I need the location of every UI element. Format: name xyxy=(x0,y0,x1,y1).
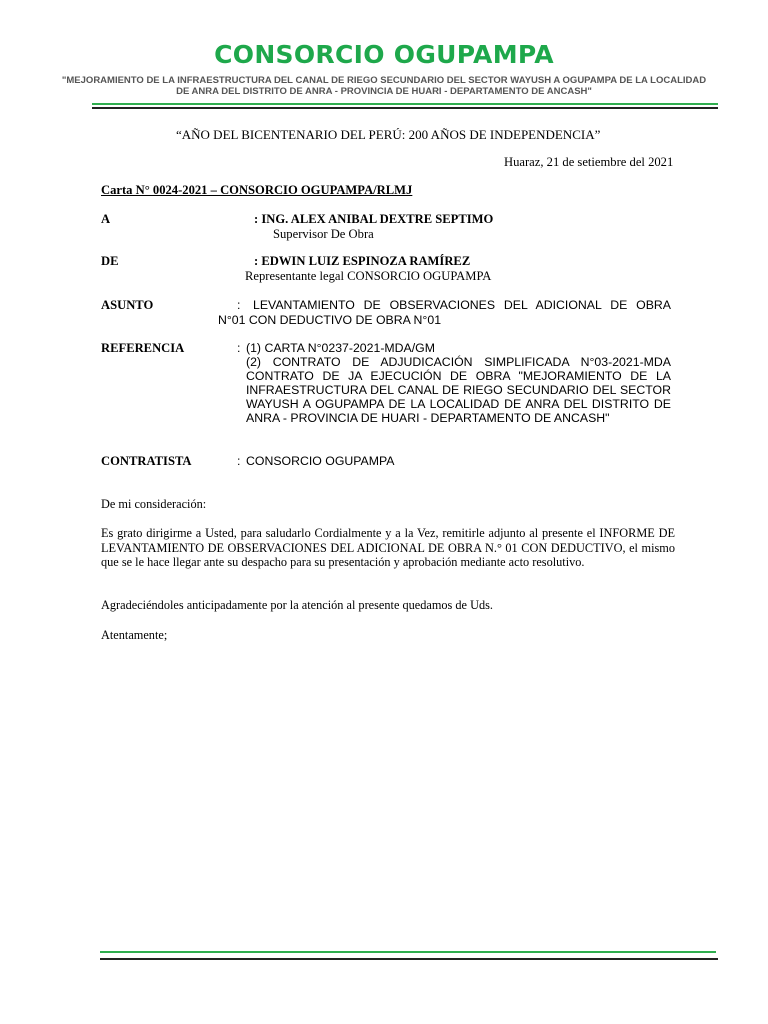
project-title xyxy=(60,75,708,97)
field-de-label: DE xyxy=(101,254,119,268)
field-contratista-colon: : xyxy=(237,454,241,468)
field-a-role: Supervisor De Obra xyxy=(273,227,374,241)
field-referencia-item-1: (1) CARTA N°0237-2021-MDA/GM xyxy=(246,341,435,355)
field-a-label: A xyxy=(101,212,111,226)
field-de-role: Representante legal CONSORCIO OGUPAMPA xyxy=(245,269,492,283)
field-asunto-label: ASUNTO xyxy=(101,298,154,312)
project-title-line-2: DE ANRA DEL DISTRITO DE ANRA - PROVINCIA DE HUARI - DEPARTAMENTO DE ANCASH" xyxy=(176,86,592,97)
year-motto: “AÑO DEL BICENTENARIO DEL PERÚ: 200 AÑOS DE INDEPENDENCIA” xyxy=(176,127,601,142)
header-black-rule xyxy=(92,107,718,109)
company-name: CONSORCIO OGUPAMPA xyxy=(214,40,554,69)
footer-black-rule xyxy=(100,958,718,960)
body-paragraph: Es grato dirigirme a Usted, para saludarlo Cordialmente y a la Vez, remitirle adjunto al presente el INFORME DE LEVANTAMIENTO DE OBSERVACIONES DEL ADICIONAL DE OBRA N.° 01 CON DEDUCTIVO, el mismo que se le hace llegar ante su despacho para su presentación y aprobación mediante acto resolutivo. xyxy=(101,526,675,569)
field-referencia-label: REFERENCIA xyxy=(101,341,185,355)
field-referencia-colon: : xyxy=(237,341,241,355)
project-title-line-1: "MEJORAMIENTO DE LA INFRAESTRUCTURA DEL CANAL DE RIEGO SECUNDARIO DEL SECTOR WAYUSH A OGUPAMPA DE LA LOCALIDAD xyxy=(61,75,707,86)
header-green-rule xyxy=(92,103,718,105)
field-contratista-label: CONTRATISTA xyxy=(101,454,192,468)
field-asunto-colon: : xyxy=(237,298,241,312)
field-de-value: : EDWIN LUIZ ESPINOZA RAMÍREZ xyxy=(254,254,471,268)
place-date: Huaraz, 21 de setiembre del 2021 xyxy=(504,155,674,169)
field-contratista-value: CONSORCIO OGUPAMPA xyxy=(246,454,395,468)
closing: Atentamente; xyxy=(101,628,168,642)
field-asunto-line-1: LEVANTAMIENTO DE OBSERVACIONES DEL ADICIONAL DE OBRA xyxy=(253,298,671,312)
field-a-value: : ING. ALEX ANIBAL DEXTRE SEPTIMO xyxy=(254,212,494,226)
field-asunto-line-2: N°01 CON DEDUCTIVO DE OBRA N°01 xyxy=(218,313,442,327)
greeting: De mi consideración: xyxy=(101,497,207,511)
thanks-line: Agradeciéndoles anticipadamente por la atención al presente quedamos de Uds. xyxy=(101,598,493,612)
footer-green-rule xyxy=(100,951,716,953)
field-referencia-item-2: (2) CONTRATO DE ADJUDICACIÓN SIMPLIFICADA N°03-2021-MDA CONTRATO DE JA EJECUCIÓN DE OBRA "MEJORAMIENTO DE LA INFRAESTRUCTURA DEL CANAL DE RIEGO SECUNDARIO DEL SECTOR WAYUSH A OGUPAMPA DE LA LOCALIDAD DE ANRA DEL DISTRITO DE ANRA - PROVINCIA DE HUARI - DEPARTAMENTO DE ANCASH" xyxy=(246,355,671,425)
letter-reference: Carta N° 0024-2021 – CONSORCIO OGUPAMPA/RLMJ xyxy=(101,183,413,197)
